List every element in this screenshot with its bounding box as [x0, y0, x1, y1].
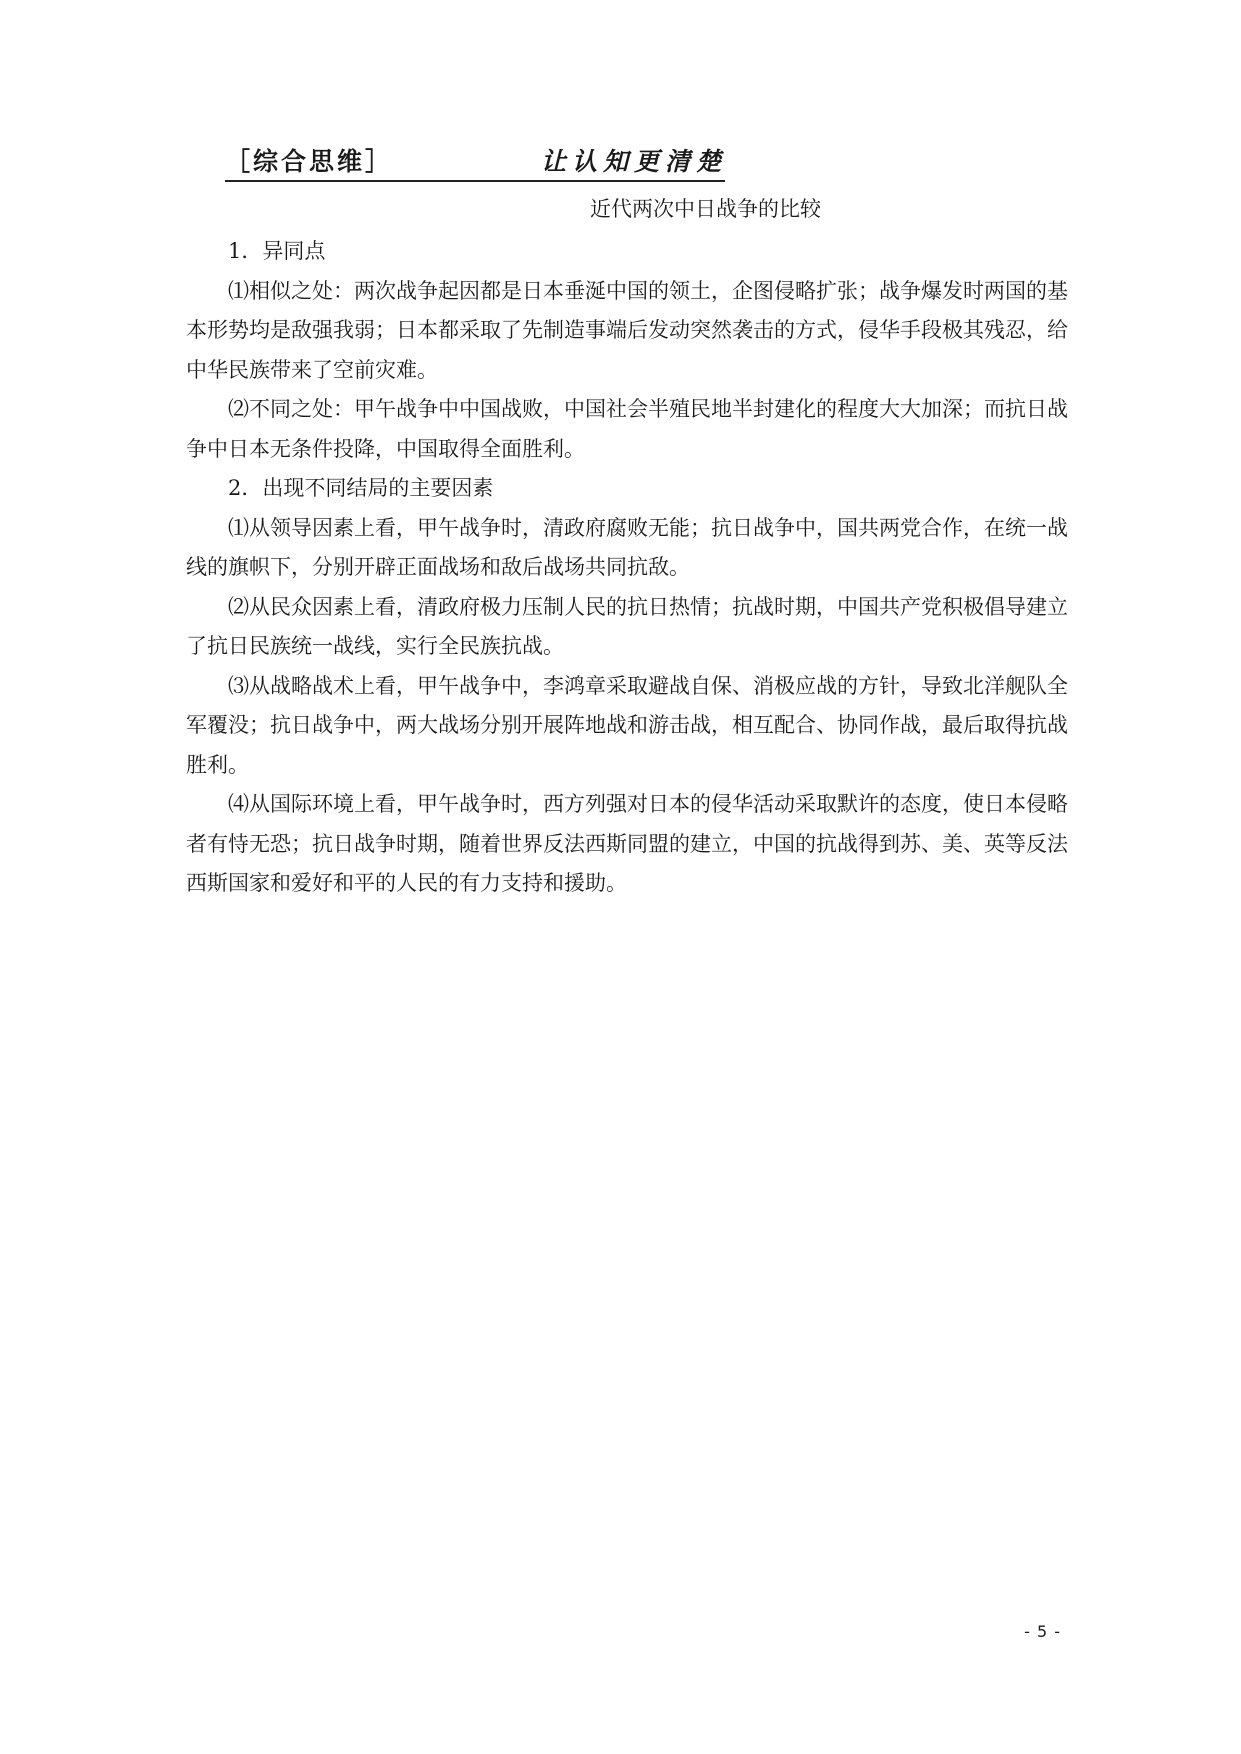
header-category-label: ［综合思维］: [225, 147, 394, 176]
paragraph: ⑴从领导因素上看，甲午战争时，清政府腐败无能；抗日战争中，国共两党合作，在统一战线的旗帜下，分别开辟正面战场和敌后战场共同抗敌。: [186, 515, 1068, 579]
paragraph: 1．异同点: [228, 239, 326, 263]
paragraph: ⑵不同之处：甲午战争中中国战败，中国社会半殖民地半封建化的程度大大加深；而抗日战争中日本无条件投降，中国取得全面胜利。: [186, 397, 1068, 461]
paragraph: ⑷从国际环境上看，甲午战争时，西方列强对日本的侵华活动采取默许的态度，使日本侵略者有恃无恐；抗日战争时期，随着世界反法西斯同盟的建立，中国的抗战得到苏、美、英等反法西斯国家和爱好和平的人民的有力支持和援助。: [186, 792, 1068, 895]
paragraph: ⑵从民众因素上看，清政府极力压制人民的抗日热情；抗战时期，中国共产党积极倡导建立了抗日民族统一战线，实行全民族抗战。: [186, 594, 1068, 658]
paragraph: ⑴相似之处：两次战争起因都是日本垂涎中国的领土，企图侵略扩张；战争爆发时两国的基本形势均是敌强我弱；日本都采取了先制造事端后发动突然袭击的方式，侵华手段极其残忍，给中华民族带来了空前灾难。: [186, 278, 1068, 382]
paragraph: 2．出现不同结局的主要因素: [228, 476, 494, 500]
page-number: - 5 -: [1024, 1622, 1061, 1641]
section-header: [225, 146, 728, 182]
paragraph: ⑶从战略战术上看，甲午战争中，李鸿章采取避战自保、消极应战的方针，导致北洋舰队全军覆没；抗日战争中，两大战场分别开展阵地战和游击战，相互配合、协同作战，最后取得抗战胜利。: [186, 673, 1068, 777]
body-text: [186, 232, 1068, 904]
header-slogan: 让认知更清楚: [541, 147, 728, 176]
section-title: 近代两次中日战争的比较: [590, 197, 821, 221]
